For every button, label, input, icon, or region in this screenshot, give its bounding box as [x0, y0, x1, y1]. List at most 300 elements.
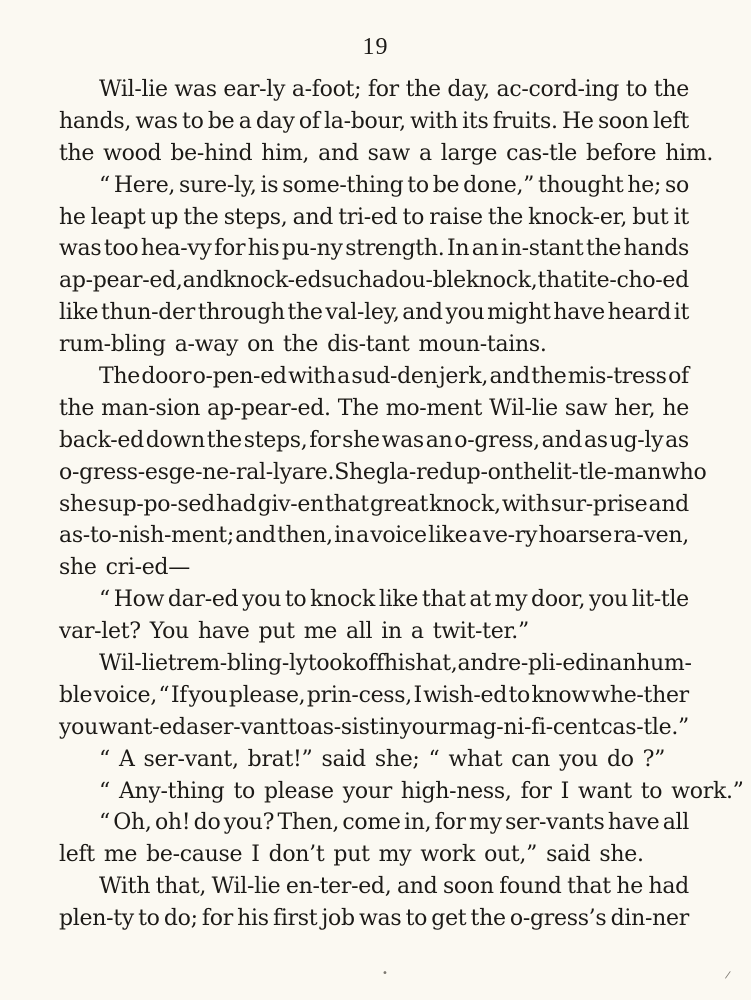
word: for: [520, 778, 552, 804]
word: had: [215, 491, 257, 517]
word: at: [469, 587, 491, 613]
word: and: [648, 491, 689, 517]
word: ra-ven,: [613, 523, 689, 549]
text-line: [59, 520, 689, 552]
word: Wil-lie: [99, 651, 168, 677]
word: a: [418, 140, 432, 166]
word: a: [468, 523, 482, 549]
word: as-to-nish-ment;: [59, 523, 234, 549]
word: up-on: [452, 459, 515, 485]
word: ge-ne-ral-ly: [168, 459, 292, 485]
word: you?: [223, 810, 275, 836]
word: and: [396, 874, 438, 900]
word: his: [237, 906, 269, 932]
word: You: [149, 619, 189, 645]
word: me: [303, 619, 337, 645]
word: saw: [564, 395, 608, 421]
word: mis-tress: [567, 364, 667, 390]
word: it: [673, 300, 689, 326]
word: off: [355, 651, 384, 677]
word: back-ed: [59, 427, 144, 453]
word: for: [309, 427, 341, 453]
word: its: [462, 108, 489, 134]
word: a-way: [174, 332, 239, 358]
word: like: [59, 300, 99, 326]
word: he;: [627, 172, 662, 198]
word: soon: [597, 108, 649, 134]
text-line: [59, 776, 744, 808]
word: “: [99, 587, 110, 613]
word: “: [428, 746, 440, 772]
word: and: [182, 268, 224, 294]
word: want: [577, 778, 632, 804]
text-line: [59, 744, 689, 776]
word: prin-cess,: [306, 682, 412, 708]
word: my: [378, 842, 412, 868]
word: with: [501, 491, 550, 517]
text-line: [59, 393, 689, 425]
word: so: [665, 172, 689, 198]
word: with: [288, 364, 336, 390]
word: ap-pear-ed,: [59, 268, 183, 294]
word: through: [197, 300, 285, 326]
word: and: [457, 651, 498, 677]
word: get: [431, 906, 467, 932]
word: ser-vants: [505, 810, 605, 836]
word: Wil-lie: [99, 77, 168, 102]
word: pu-ny: [281, 236, 343, 262]
word: first: [272, 906, 318, 932]
word: be-hind: [170, 140, 253, 166]
text-line: [59, 297, 689, 329]
word: put: [258, 619, 295, 645]
word: Any-thing: [118, 778, 225, 804]
word: and: [402, 300, 443, 326]
word: The: [337, 395, 379, 421]
word: sur-prise: [550, 491, 648, 517]
text-line: [59, 233, 689, 265]
page-number: 19: [362, 34, 389, 60]
word: saw: [367, 140, 410, 166]
word: ear-ly: [223, 77, 286, 102]
word: to: [508, 682, 530, 708]
word: her,: [614, 395, 656, 421]
word: in: [378, 714, 400, 740]
word: took: [307, 651, 356, 677]
word: to: [138, 906, 160, 932]
word: you: [242, 587, 282, 613]
word: fruits.: [492, 108, 558, 134]
word: some-thing: [282, 172, 404, 198]
text-line: [59, 552, 689, 584]
word: me: [103, 842, 138, 868]
word: to: [640, 778, 663, 804]
word: and: [489, 364, 530, 390]
word: great: [369, 491, 429, 517]
word: sud-den: [351, 364, 438, 390]
word: that: [325, 491, 369, 517]
word: for: [214, 236, 246, 262]
word: but: [632, 204, 669, 230]
word: too: [103, 236, 139, 262]
word: If: [170, 682, 188, 708]
word: all: [345, 619, 373, 645]
word: work.”: [671, 778, 744, 804]
word: to: [288, 714, 310, 740]
word: be-cause: [146, 842, 243, 868]
word: to: [402, 204, 425, 230]
word: and: [318, 140, 359, 166]
word: his: [247, 236, 280, 262]
word: and: [235, 523, 276, 549]
word: of: [298, 108, 320, 134]
word: a: [238, 108, 252, 134]
word: Here,: [113, 172, 176, 198]
word: as-sist: [309, 714, 379, 740]
word: in,: [404, 810, 432, 836]
word: tri-ed: [338, 204, 398, 230]
text-line: [59, 871, 689, 903]
word: a: [410, 619, 424, 645]
text-line: [59, 106, 689, 138]
word: you: [445, 300, 485, 326]
word: In: [446, 236, 470, 262]
word: to: [405, 906, 428, 932]
text-line: [59, 329, 689, 361]
word: high-ness,: [400, 778, 512, 804]
word: with: [410, 108, 458, 134]
word: to: [407, 172, 429, 198]
word: that,: [155, 874, 207, 900]
word: wish-ed: [423, 682, 508, 708]
word: have: [553, 300, 605, 326]
word: var-let?: [59, 619, 141, 645]
word: hoarse: [538, 523, 613, 549]
word: a: [186, 714, 199, 740]
word: the: [487, 204, 523, 230]
word: such: [321, 268, 373, 294]
word: trem-bling-ly: [167, 651, 308, 677]
word: can: [511, 746, 550, 772]
word: my: [469, 810, 502, 836]
word: you: [188, 682, 228, 708]
word: mo-ment: [385, 395, 483, 421]
word: said: [321, 746, 366, 772]
word: you: [59, 714, 98, 740]
word: as: [583, 427, 608, 453]
word: the: [470, 906, 506, 932]
word: she.: [599, 842, 644, 868]
word: the: [59, 395, 95, 421]
word: en-ter-ed,: [285, 874, 392, 900]
word: a: [372, 268, 385, 294]
word: cri-ed—: [105, 555, 190, 581]
word: the: [282, 332, 319, 358]
word: I: [413, 682, 422, 708]
word: him.: [665, 140, 714, 166]
word: up: [150, 204, 179, 230]
word: knock,: [429, 491, 501, 517]
word: your: [342, 778, 392, 804]
word: the: [405, 77, 441, 102]
word: “: [99, 172, 110, 198]
word: all: [662, 810, 689, 836]
word: With: [99, 874, 151, 900]
word: your: [399, 714, 449, 740]
text-line: [59, 74, 689, 106]
word: dis-tant: [327, 332, 410, 358]
word: ac-cord-ing: [496, 77, 620, 102]
word: a: [337, 364, 350, 390]
word: what: [448, 746, 503, 772]
word: found: [499, 874, 562, 900]
word: he: [59, 204, 86, 230]
word: o-gress,: [454, 427, 540, 453]
word: do: [606, 746, 634, 772]
word: an: [425, 427, 453, 453]
word: done,”: [463, 172, 535, 198]
word: strength.: [345, 236, 445, 262]
text-line: [59, 616, 689, 648]
print-mark: /: [724, 969, 731, 982]
word: might: [487, 300, 551, 326]
word: plen-ty: [59, 906, 134, 932]
word: Wil-lie: [211, 874, 281, 900]
word: leapt: [90, 204, 146, 230]
word: thun-der: [100, 300, 195, 326]
text-line: [59, 839, 689, 871]
word: man-sion: [101, 395, 201, 421]
word: was: [59, 236, 102, 262]
word: wood: [103, 140, 162, 166]
word: the: [287, 300, 323, 326]
word: was: [381, 427, 424, 453]
word: giv-en: [257, 491, 324, 517]
word: was: [135, 108, 178, 134]
word: sure-ly,: [179, 172, 257, 198]
word: a-foot;: [291, 77, 362, 102]
text-line: [59, 202, 689, 234]
word: dou-ble: [384, 268, 466, 294]
word: you: [558, 746, 598, 772]
word: said: [546, 842, 591, 868]
word: “: [99, 746, 110, 772]
word: to: [233, 778, 255, 804]
word: job: [321, 906, 355, 932]
word: to: [182, 108, 204, 134]
word: ?”: [642, 746, 666, 772]
word: sup-po-sed: [97, 491, 215, 517]
text-line: [59, 680, 689, 712]
word: a: [356, 523, 369, 549]
word: do;: [163, 906, 198, 932]
word: have: [607, 810, 660, 836]
word: He: [562, 108, 594, 134]
word: had: [648, 874, 689, 900]
body-text: [59, 74, 744, 935]
word: door,: [531, 587, 586, 613]
word: the: [59, 140, 95, 166]
word: for: [201, 906, 233, 932]
word: cas-tle.”: [600, 714, 689, 740]
word: and: [541, 427, 583, 453]
word: voice,: [93, 682, 157, 708]
word: “: [99, 810, 110, 836]
word: before: [586, 140, 657, 166]
word: it: [673, 204, 689, 230]
word: don’t: [268, 842, 325, 868]
word: put: [333, 842, 370, 868]
word: and: [292, 204, 334, 230]
print-speck: •: [382, 968, 388, 979]
word: The: [99, 364, 140, 390]
word: work: [420, 842, 476, 868]
text-line: [59, 425, 689, 457]
word: day: [255, 108, 295, 134]
word: do: [193, 810, 221, 836]
word: din-ner: [610, 906, 689, 932]
word: hum-: [636, 651, 692, 677]
word: the: [183, 204, 219, 230]
word: he: [616, 874, 643, 900]
word: the: [653, 77, 689, 102]
word: knock-ed: [223, 268, 322, 294]
word: la-bour,: [324, 108, 406, 134]
word: hea-vy: [140, 236, 212, 262]
word: whe-ther: [591, 682, 689, 708]
word: was: [359, 906, 402, 932]
word: is: [260, 172, 279, 198]
word: o-pen-ed: [192, 364, 287, 390]
word: gla-red: [375, 459, 453, 485]
word: lit-tle-man: [549, 459, 662, 485]
word: the: [206, 427, 242, 453]
word: in: [334, 523, 355, 549]
word: knock-er,: [528, 204, 628, 230]
word: she;: [374, 746, 420, 772]
word: in: [381, 619, 402, 645]
word: hat,: [415, 651, 458, 677]
text-line: [59, 807, 689, 839]
word: I: [251, 842, 260, 868]
word: ve-ry: [482, 523, 538, 549]
word: to: [284, 587, 307, 613]
word: oh!: [154, 810, 191, 836]
word: that: [421, 587, 466, 613]
word: his: [383, 651, 416, 677]
word: you: [588, 587, 628, 613]
word: to: [625, 77, 648, 102]
word: as: [665, 427, 689, 453]
word: hands: [623, 236, 689, 262]
word: large: [440, 140, 498, 166]
word: jerk,: [438, 364, 489, 390]
word: for: [367, 77, 399, 102]
word: thought: [538, 172, 624, 198]
text-line: [59, 584, 689, 616]
word: like: [378, 587, 419, 613]
word: lit-tle: [631, 587, 689, 613]
word: an: [471, 236, 499, 262]
word: please: [263, 778, 334, 804]
word: left: [653, 108, 689, 134]
word: want-ed: [98, 714, 186, 740]
word: “: [99, 778, 110, 804]
word: be: [432, 172, 460, 198]
word: hands,: [59, 108, 132, 134]
word: for: [434, 810, 466, 836]
text-line: [59, 361, 689, 393]
word: ser-vant,: [143, 746, 239, 772]
word: the: [586, 236, 622, 262]
word: in: [588, 651, 610, 677]
word: moun-tains.: [418, 332, 547, 358]
word: please,: [228, 682, 306, 708]
word: was: [174, 77, 217, 102]
word: ble: [59, 682, 93, 708]
word: ap-pear-ed.: [207, 395, 331, 421]
word: val-ley,: [325, 300, 400, 326]
word: be: [207, 108, 235, 134]
word: she: [59, 555, 97, 581]
word: heard: [607, 300, 671, 326]
word: o-gress’s: [509, 906, 607, 932]
word: twit-ter.”: [432, 619, 529, 645]
word: soon: [442, 874, 494, 900]
word: who: [661, 459, 707, 485]
word: him,: [261, 140, 310, 166]
word: I: [560, 778, 569, 804]
text-line: [59, 489, 689, 521]
word: voice: [370, 523, 427, 549]
text-line: [59, 138, 714, 170]
word: down: [145, 427, 205, 453]
text-line: [59, 648, 692, 680]
word: on: [247, 332, 274, 358]
word: out,”: [484, 842, 538, 868]
word: it: [581, 268, 597, 294]
text-line: [59, 265, 689, 297]
word: raise: [429, 204, 483, 230]
word: re-pli-ed: [497, 651, 589, 677]
word: then,: [277, 523, 333, 549]
word: door: [141, 364, 192, 390]
word: know: [531, 682, 590, 708]
word: have: [197, 619, 250, 645]
word: mag-ni-fi-cent: [449, 714, 600, 740]
word: A: [118, 746, 135, 772]
word: like: [428, 523, 468, 549]
word: Wil-lie: [489, 395, 558, 421]
word: steps,: [223, 204, 288, 230]
word: dar-ed: [167, 587, 239, 613]
word: she: [342, 427, 380, 453]
word: my: [494, 587, 528, 613]
word: he: [662, 395, 689, 421]
word: Oh,: [113, 810, 152, 836]
word: come: [342, 810, 401, 836]
text-line: [59, 457, 707, 489]
word: brat!”: [247, 746, 313, 772]
word: she: [59, 491, 97, 517]
text-line: [59, 903, 689, 935]
word: of: [668, 364, 689, 390]
word: an: [609, 651, 637, 677]
word: “: [158, 682, 170, 708]
word: e-cho-ed: [596, 268, 689, 294]
word: that: [537, 268, 582, 294]
word: are.: [291, 459, 335, 485]
